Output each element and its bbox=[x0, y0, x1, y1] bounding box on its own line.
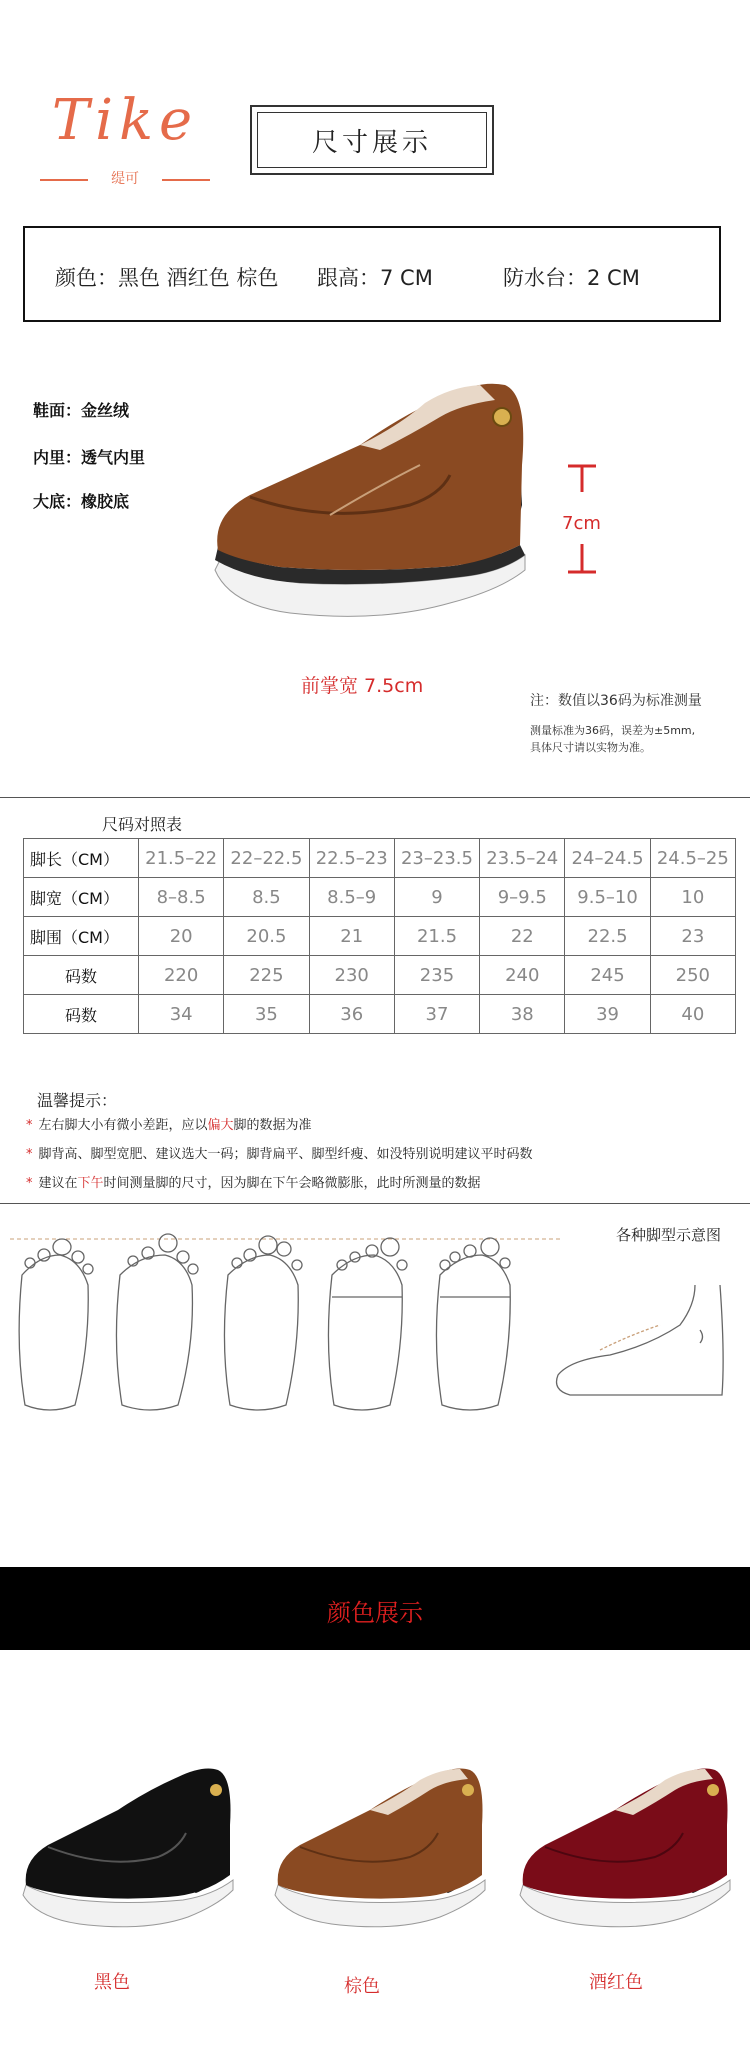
table-cell: 20 bbox=[139, 917, 224, 956]
tip-text: 左右脚大小有微小差距，应以 bbox=[38, 1118, 208, 1133]
shoe-upper bbox=[278, 1769, 483, 1899]
table-cell: 220 bbox=[139, 956, 224, 995]
attr-lining-value: 透气内里 bbox=[81, 448, 146, 467]
table-cell: 9.5–10 bbox=[565, 878, 650, 917]
attr-sole-value: 橡胶底 bbox=[81, 492, 130, 511]
color-section-band bbox=[0, 1567, 750, 1650]
table-cell: 21.5 bbox=[394, 917, 479, 956]
table-cell: 10 bbox=[650, 878, 735, 917]
table-cell: 9 bbox=[394, 878, 479, 917]
table-cell: 24.5–25 bbox=[650, 839, 735, 878]
table-cell: 23.5–24 bbox=[480, 839, 565, 878]
table-cell: 22 bbox=[480, 917, 565, 956]
section-title-box bbox=[250, 105, 494, 175]
attr-sole-label: 大底： bbox=[33, 492, 82, 511]
attr-upper-label: 鞋面： bbox=[33, 401, 82, 420]
foot-types-title: 各种脚型示意图 bbox=[616, 1226, 722, 1244]
attr-lining-label: 内里： bbox=[33, 448, 82, 467]
measure-note-line2: 具体尺寸请以实物为准。 bbox=[530, 741, 651, 754]
table-cell: 225 bbox=[224, 956, 309, 995]
shoe-wine-red-image bbox=[515, 1745, 735, 1945]
table-cell: 21 bbox=[309, 917, 394, 956]
shoe-upper bbox=[523, 1769, 728, 1899]
attr-upper bbox=[33, 398, 129, 421]
row-header: 码数 bbox=[24, 956, 139, 995]
measure-note: 注：数值以36码为标准测量 bbox=[530, 693, 702, 709]
spec-platform: 防水台：2 CM bbox=[503, 266, 640, 290]
table-row bbox=[24, 917, 736, 956]
table-cell: 22.5–23 bbox=[309, 839, 394, 878]
tip-item bbox=[26, 1143, 533, 1162]
table-cell: 39 bbox=[565, 995, 650, 1034]
brand-name: Tike bbox=[51, 88, 199, 153]
table-cell: 8.5 bbox=[224, 878, 309, 917]
table-cell: 9–9.5 bbox=[480, 878, 565, 917]
tip-text: 建议在 bbox=[38, 1176, 78, 1191]
tip-highlight: 偏大 bbox=[207, 1118, 234, 1133]
row-header: 脚长（CM） bbox=[24, 839, 139, 878]
attr-upper-value: 金丝绒 bbox=[81, 401, 130, 420]
row-header: 脚围（CM） bbox=[24, 917, 139, 956]
section-title: 尺寸展示 bbox=[257, 112, 487, 168]
brand-logo bbox=[40, 88, 210, 188]
attr-lining bbox=[33, 445, 145, 468]
divider bbox=[0, 797, 750, 798]
table-row bbox=[24, 956, 736, 995]
divider bbox=[0, 1203, 750, 1204]
table-cell: 40 bbox=[650, 995, 735, 1034]
measure-note-line1: 测量标准为36码，误差为±5mm, bbox=[530, 724, 696, 737]
table-cell: 24–24.5 bbox=[565, 839, 650, 878]
table-cell: 8.5–9 bbox=[309, 878, 394, 917]
tip-text: 脚的数据为准 bbox=[233, 1118, 312, 1133]
table-row bbox=[24, 839, 736, 878]
brand-line-right bbox=[162, 179, 210, 181]
row-header: 脚宽（CM） bbox=[24, 878, 139, 917]
tip-text: 脚背高、脚型宽肥、建议选大一码；脚背扁平、脚型纤瘦、如没特别说明建议平时码数 bbox=[38, 1147, 533, 1162]
height-dimension: 7cm bbox=[562, 513, 601, 534]
color-label-black: 黑色 bbox=[94, 1972, 130, 1993]
star-icon: * bbox=[26, 1147, 33, 1162]
table-cell: 35 bbox=[224, 995, 309, 1034]
table-row bbox=[24, 878, 736, 917]
table-cell: 20.5 bbox=[224, 917, 309, 956]
table-cell: 230 bbox=[309, 956, 394, 995]
table-cell: 8–8.5 bbox=[139, 878, 224, 917]
tip-item bbox=[26, 1172, 481, 1191]
table-cell: 22–22.5 bbox=[224, 839, 309, 878]
tip-item bbox=[26, 1114, 312, 1133]
table-cell: 245 bbox=[565, 956, 650, 995]
shoe-brown-image bbox=[270, 1745, 490, 1945]
table-cell: 23 bbox=[650, 917, 735, 956]
size-table-title: 尺码对照表 bbox=[102, 815, 183, 834]
spec-box bbox=[23, 226, 721, 322]
color-label-brown: 棕色 bbox=[344, 1976, 380, 1997]
table-row bbox=[24, 995, 736, 1034]
table-cell: 36 bbox=[309, 995, 394, 1034]
attr-sole bbox=[33, 489, 129, 512]
table-cell: 34 bbox=[139, 995, 224, 1034]
tip-highlight: 下午 bbox=[77, 1176, 104, 1191]
color-label-wine-red: 酒红色 bbox=[589, 1972, 643, 1993]
color-section-title: 颜色展示 bbox=[327, 1599, 423, 1627]
foot-types-illustration bbox=[0, 1225, 750, 1425]
forefoot-width: 前掌宽 7.5cm bbox=[301, 675, 424, 697]
table-cell: 37 bbox=[394, 995, 479, 1034]
brand-sub: 缇可 bbox=[111, 171, 139, 187]
star-icon: * bbox=[26, 1118, 33, 1133]
table-cell: 38 bbox=[480, 995, 565, 1034]
table-cell: 240 bbox=[480, 956, 565, 995]
table-cell: 235 bbox=[394, 956, 479, 995]
spec-heel: 跟高：7 CM bbox=[317, 266, 433, 290]
tip-text: 时间测量脚的尺寸，因为脚在下午会略微膨胀，此时所测量的数据 bbox=[103, 1176, 481, 1191]
star-icon: * bbox=[26, 1176, 33, 1191]
shoe-upper bbox=[26, 1769, 231, 1899]
spec-colors: 颜色：黑色 酒红色 棕色 bbox=[55, 266, 279, 290]
size-table bbox=[23, 838, 736, 1034]
tips-title: 温馨提示： bbox=[37, 1091, 118, 1110]
product-shoe-image bbox=[210, 355, 530, 655]
shoe-black-image bbox=[18, 1745, 238, 1945]
table-cell: 21.5–22 bbox=[139, 839, 224, 878]
row-header: 码数 bbox=[24, 995, 139, 1034]
table-cell: 23–23.5 bbox=[394, 839, 479, 878]
table-cell: 250 bbox=[650, 956, 735, 995]
table-cell: 22.5 bbox=[565, 917, 650, 956]
